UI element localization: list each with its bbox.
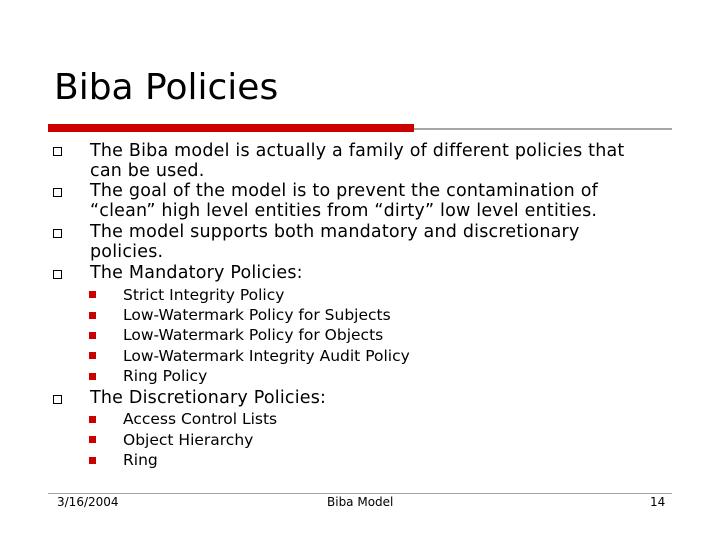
bullet-line: The model supports both mandatory and discretionary <box>90 222 580 242</box>
bullet-item <box>90 222 680 262</box>
filled-square-bullet-icon <box>89 416 96 423</box>
bullet-item <box>90 181 680 221</box>
sub-bullet-item: Ring <box>123 451 158 469</box>
filled-square-bullet-icon <box>89 332 96 339</box>
filled-square-bullet-icon <box>89 457 96 464</box>
sub-bullet-item: Low-Watermark Integrity Audit Policy <box>123 347 410 365</box>
filled-square-bullet-icon <box>89 373 96 380</box>
filled-square-bullet-icon <box>89 312 96 319</box>
hollow-square-bullet-icon <box>53 147 62 156</box>
hollow-square-bullet-icon <box>53 395 62 404</box>
bullet-line: The goal of the model is to prevent the contamination of <box>90 181 599 201</box>
hollow-square-bullet-icon <box>53 270 62 279</box>
filled-square-bullet-icon <box>89 436 96 443</box>
bullet-item <box>90 263 680 283</box>
sub-bullet-item: Object Hierarchy <box>123 431 254 449</box>
sub-bullet-item: Access Control Lists <box>123 410 278 428</box>
bullet-item: The Discretionary Policies: <box>90 388 327 408</box>
hollow-square-bullet-icon <box>53 188 62 197</box>
sub-bullet-item: Strict Integrity Policy <box>123 286 285 304</box>
bullet-line: policies. <box>90 242 164 262</box>
filled-square-bullet-icon <box>89 291 96 298</box>
sub-bullet-item: Low-Watermark Policy for Objects <box>123 326 384 344</box>
hollow-square-bullet-icon <box>53 229 62 238</box>
slide-title: Biba Policies <box>54 67 279 108</box>
bullet-line: can be used. <box>90 161 205 181</box>
footer-title: Biba Model <box>327 495 394 509</box>
bullet-line: The Biba model is actually a family of different policies that <box>90 141 625 161</box>
footer-date: 3/16/2004 <box>57 495 119 509</box>
footer-rule <box>48 493 672 494</box>
sub-bullet-item: Ring Policy <box>123 367 208 385</box>
bullet-line: “clean” high level entities from “dirty” low level entities. <box>90 201 598 221</box>
title-accent-bar <box>48 124 414 132</box>
sub-bullet-item: Low-Watermark Policy for Subjects <box>123 306 391 324</box>
bullet-line: The Mandatory Policies: <box>90 263 303 283</box>
filled-square-bullet-icon <box>89 352 96 359</box>
page-number: 14 <box>650 495 666 509</box>
bullet-item <box>90 141 680 181</box>
